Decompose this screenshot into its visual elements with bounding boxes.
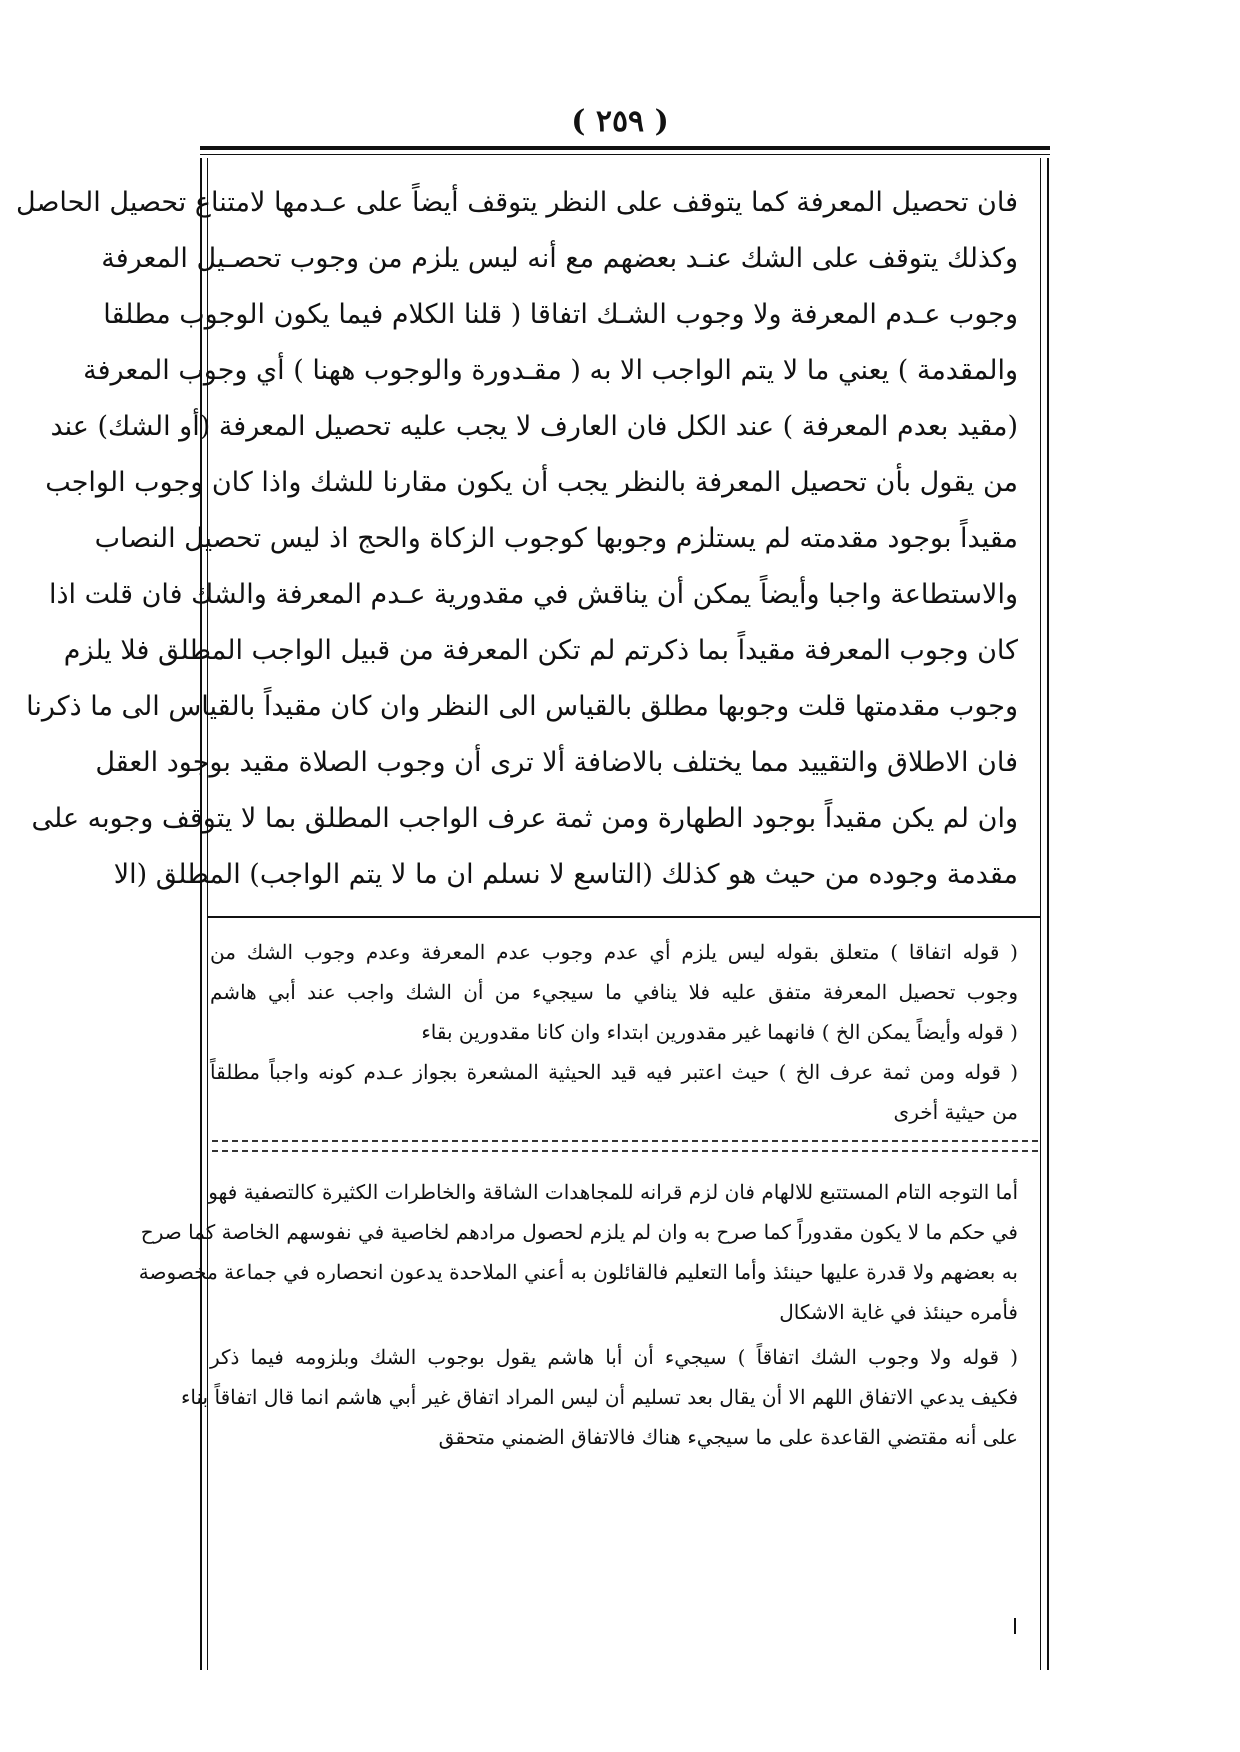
commentary1-line-3: ( قوله وأيضاً يمكن الخ ) فانهما غير مقدورين ابتداء وان كانا مقدورين بقاء bbox=[421, 1020, 1018, 1044]
main-line-4: والمقدمة ) يعني ما لا يتم الواجب الا به ( مقـدورة والوجوب ههنا ) أي وجوب المعرفة bbox=[83, 355, 1018, 386]
main-line-11: فان الاطلاق والتقييد مما يختلف بالاضافة ألا ترى أن وجوب الصلاة مقيد بوجود العقل bbox=[95, 747, 1018, 778]
main-line-8: والاستطاعة واجبا وأيضاً يمكن أن يناقش في مقدورية عـدم المعرفة والشك فان قلت اذا bbox=[49, 579, 1018, 610]
main-line-7: مقيداً بوجود مقدمته لم يستلزم وجوبها كوجوب الزكاة والحج اذ ليس تحصيل النصاب bbox=[94, 523, 1018, 554]
separator-dashed-2 bbox=[212, 1150, 1038, 1152]
commentary2-line-3: به بعضهم ولا قدرة عليها حينئذ وأما التعليم فالقائلون به أعني الملاحدة يدعون انحصاره في جماعة مخصوصة bbox=[138, 1260, 1018, 1284]
main-line-10: وجوب مقدمتها قلت وجوبها مطلق بالقياس الى النظر وان كان مقيداً بالقياس الى ما ذكرنا bbox=[26, 691, 1018, 722]
commentary2-line-5: ( قوله ولا وجوب الشك اتفاقاً ) سيجيء أن أبا هاشم يقول بوجوب الشك وبلزومه فيما ذكر bbox=[210, 1345, 1018, 1369]
commentary1-line-2: وجوب تحصيل المعرفة متفق عليه فلا ينافي ما سيجيء من أن الشك واجب عند أبي هاشم bbox=[210, 980, 1018, 1004]
main-line-5: (مقيد بعدم المعرفة ) عند الكل فان العارف لا يجب عليه تحصيل المعرفة (أو الشك) عند bbox=[50, 411, 1018, 442]
main-line-13: مقدمة وجوده من حيث هو كذلك (التاسع لا نسلم ان ما لا يتم الواجب) المطلق (الا bbox=[113, 859, 1018, 890]
right-border-inner bbox=[1040, 158, 1041, 1670]
main-line-2: وكذلك يتوقف على الشك عنـد بعضهم مع أنه ليس يلزم من وجوب تحصـيل المعرفة bbox=[101, 243, 1018, 274]
main-bottom-rule bbox=[208, 916, 1040, 918]
commentary2-line-2: في حكم ما لا يكون مقدوراً كما صرح به وان لم يلزم لحصول مرادهم لخاصية في نفوسهم الخاصة كما صرح bbox=[140, 1220, 1018, 1244]
separator-dashed-1 bbox=[212, 1140, 1038, 1142]
commentary1-line-5: من حيثية أخرى bbox=[893, 1100, 1018, 1124]
commentary1-line-1: ( قوله اتفاقا ) متعلق بقوله ليس يلزم أي عدم وجوب عدم المعرفة وعدم وجوب الشك من bbox=[210, 940, 1018, 964]
right-border-outer bbox=[1047, 158, 1049, 1670]
commentary1-line-4: ( قوله ومن ثمة عرف الخ ) حيث اعتبر فيه قيد الحيثية المشعرة بجواز عـدم كونه واجباً مطلقاً bbox=[210, 1060, 1018, 1084]
commentary2-line-4: فأمره حينئذ في غاية الاشكال bbox=[779, 1300, 1018, 1324]
commentary2-line-6: فكيف يدعي الاتفاق اللهم الا أن يقال بعد تسليم أن ليس المراد اتفاق غير أبي هاشم انما قال اتفاقاً بناء bbox=[181, 1385, 1018, 1409]
main-line-3: وجوب عـدم المعرفة ولا وجوب الشـك اتفاقا ( قلنا الكلام فيما يكون الوجوب مطلقا bbox=[103, 299, 1018, 330]
top-rule-thick bbox=[200, 146, 1050, 150]
main-line-1: فان تحصيل المعرفة كما يتوقف على النظر يتوقف أيضاً على عـدمها لامتناع تحصيل الحاصل bbox=[16, 187, 1018, 218]
top-rule-thin bbox=[200, 154, 1050, 155]
commentary2-line-1: أما التوجه التام المستتبع للالهام فان لزم قرانه للمجاهدات الشاقة والخاطرات الكثيرة كالتصفية فهو bbox=[208, 1180, 1018, 1204]
main-line-9: كان وجوب المعرفة مقيداً بما ذكرتم لم تكن المعرفة من قبيل الواجب المطلق فلا يلزم bbox=[63, 635, 1018, 666]
main-line-12: وان لم يكن مقيداً بوجود الطهارة ومن ثمة عرف الواجب المطلق بما لا يتوقف وجوبه على bbox=[31, 803, 1018, 834]
commentary2-line-7: على أنه مقتضي القاعدة على ما سيجيء هناك فالاتفاق الضمني متحقق bbox=[438, 1425, 1018, 1449]
main-line-6: من يقول بأن تحصيل المعرفة بالنظر يجب أن يكون مقارنا للشك واذا كان وجوب الواجب bbox=[45, 467, 1018, 498]
end-of-page-mark bbox=[1014, 1618, 1026, 1634]
page-number: ( ٢٥٩ ) bbox=[571, 104, 669, 139]
